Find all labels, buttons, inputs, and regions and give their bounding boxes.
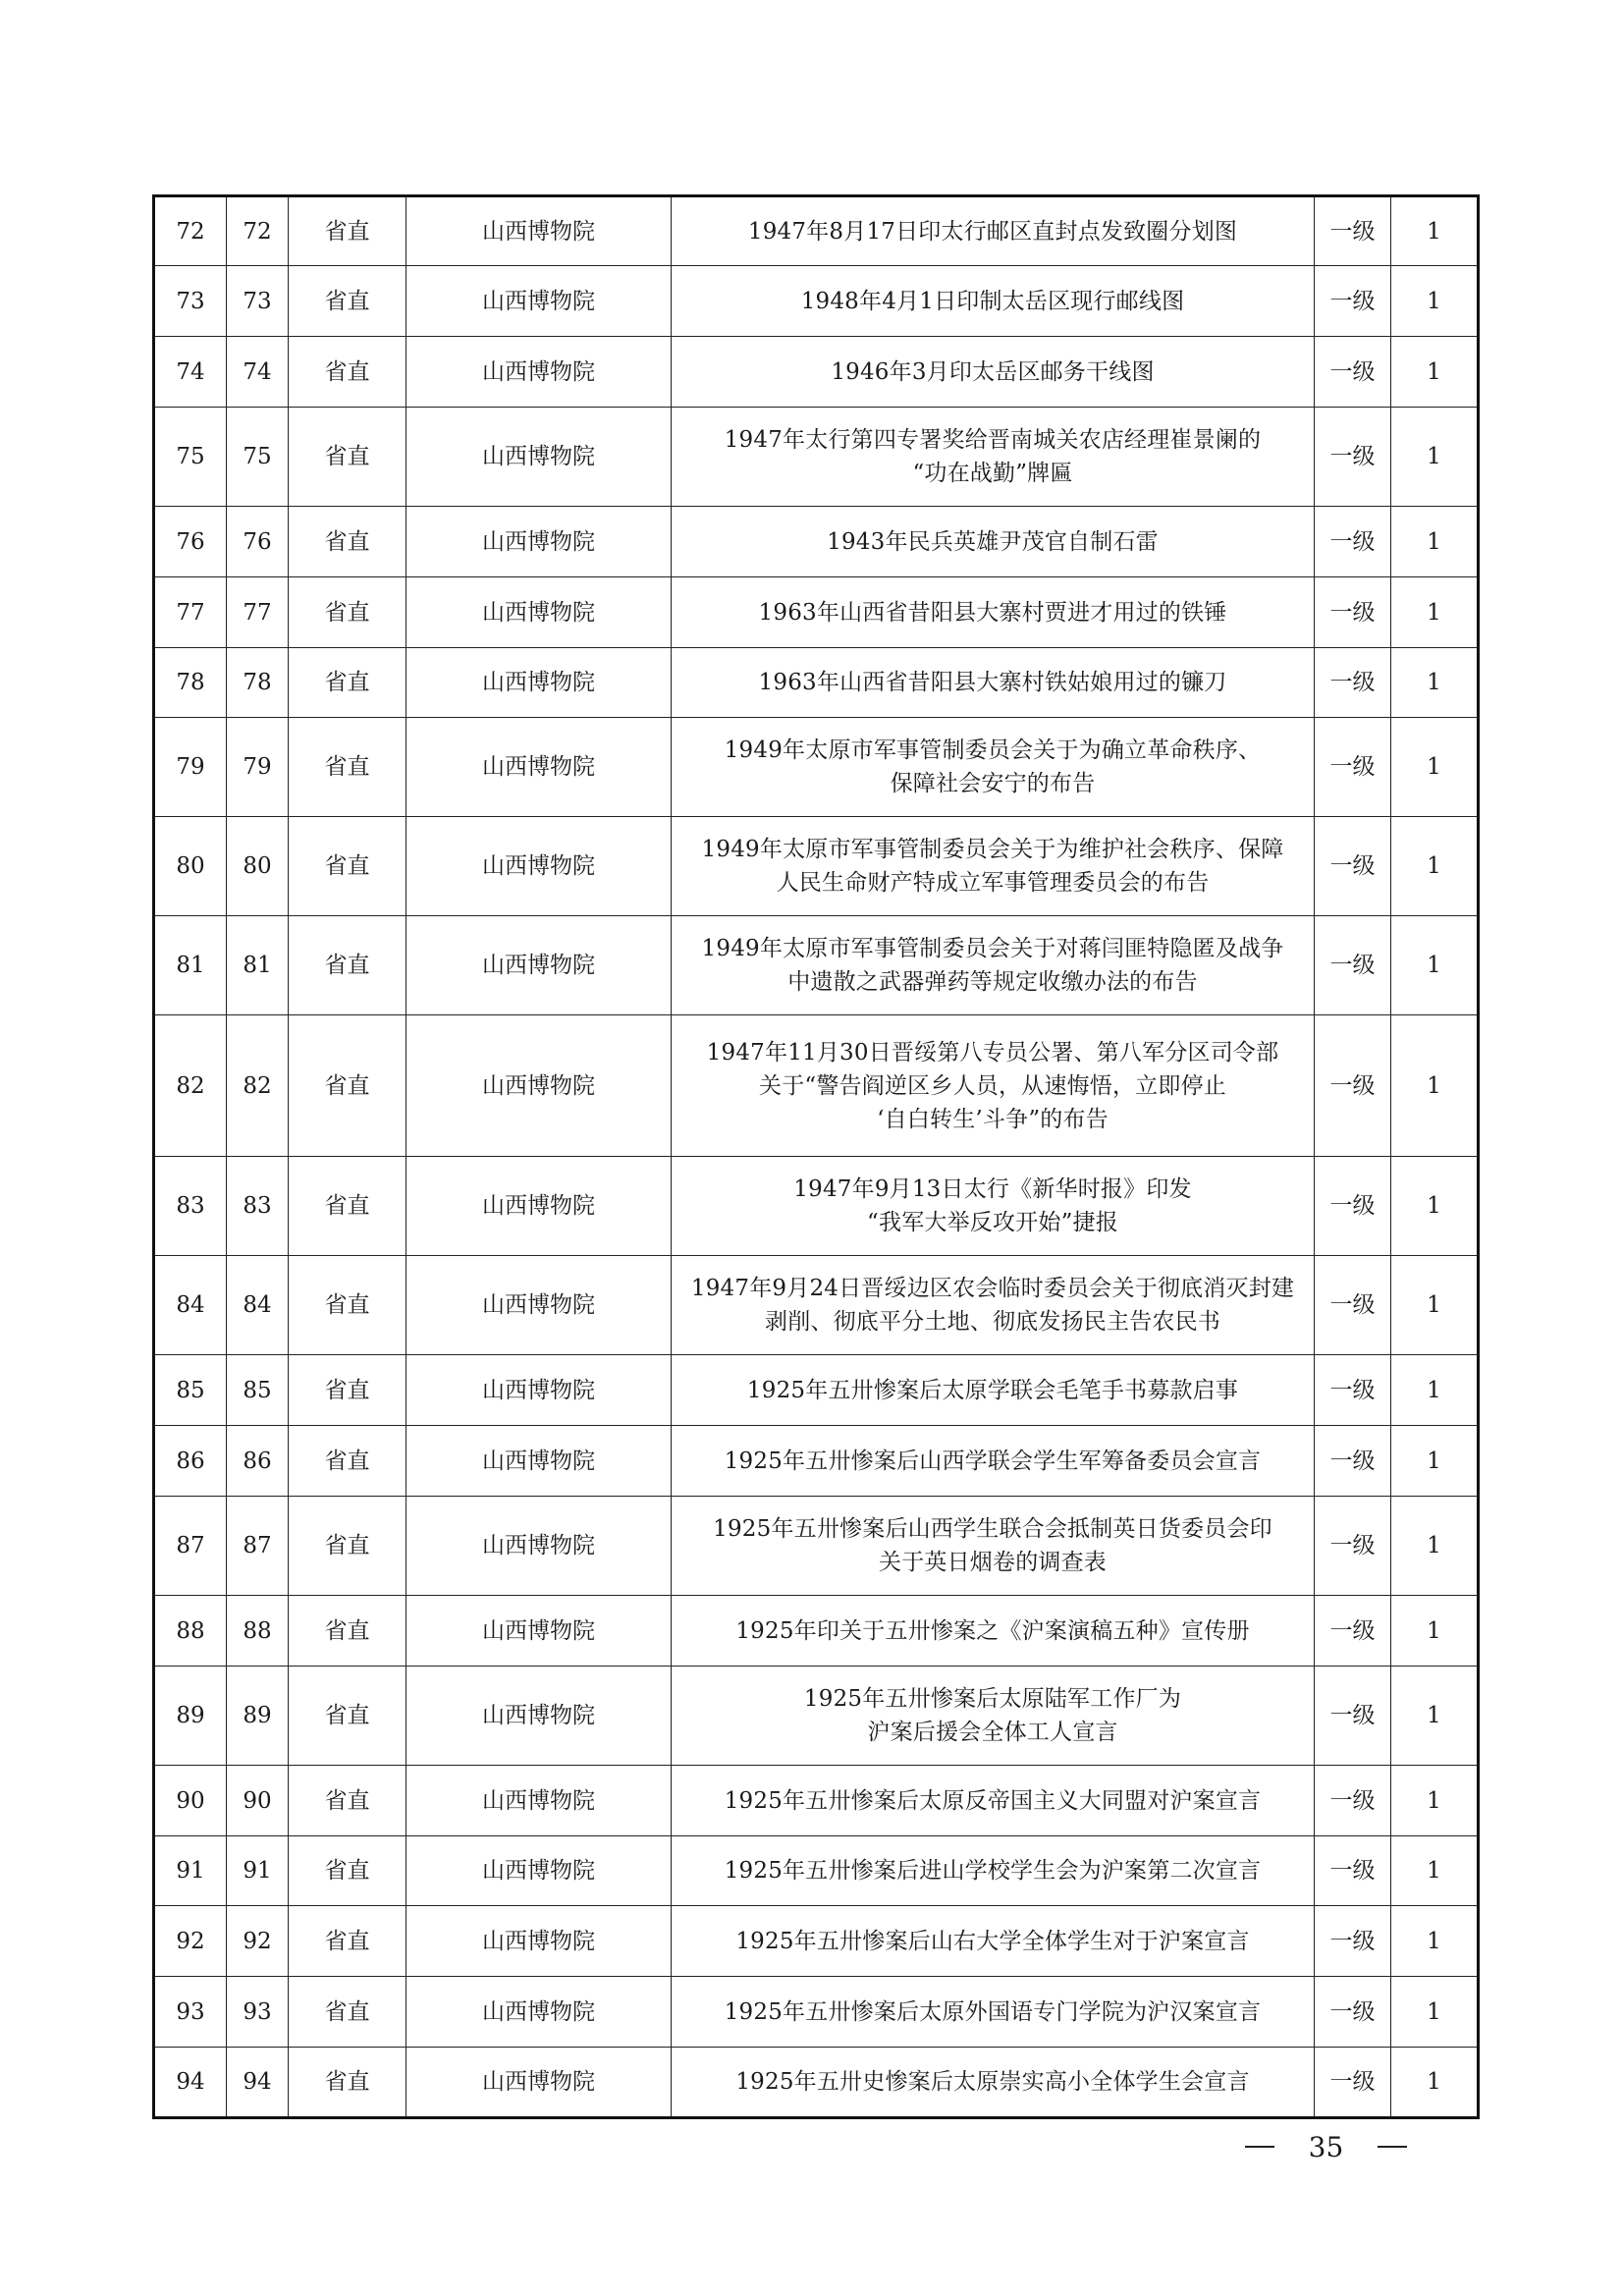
cell-seq: 83 bbox=[154, 1157, 227, 1256]
cell-grade: 一级 bbox=[1315, 1906, 1391, 1977]
table-row bbox=[154, 1766, 1479, 1836]
cell-seq: 72 bbox=[154, 196, 227, 266]
cell-seq: 89 bbox=[154, 1667, 227, 1766]
cell-qty: 1 bbox=[1391, 2048, 1479, 2118]
cell-name bbox=[672, 196, 1315, 266]
cell-level: 省直 bbox=[289, 1256, 406, 1355]
cell-name bbox=[672, 2048, 1315, 2118]
cell-name bbox=[672, 1667, 1315, 1766]
cell-name-line: 1946年3月印太岳区邮务干线图 bbox=[831, 358, 1155, 385]
cell-grade: 一级 bbox=[1315, 648, 1391, 718]
cell-level: 省直 bbox=[289, 648, 406, 718]
cell-name bbox=[672, 817, 1315, 916]
cell-name-line: 1925年五卅惨案后山西学生联合会抵制英日货委员会印 bbox=[713, 1516, 1272, 1542]
cell-grade: 一级 bbox=[1315, 266, 1391, 337]
cell-grade: 一级 bbox=[1315, 916, 1391, 1015]
table-row bbox=[154, 718, 1479, 817]
cell-level: 省直 bbox=[289, 507, 406, 577]
page-number: 35 bbox=[1308, 2130, 1344, 2163]
cell-grade: 一级 bbox=[1315, 1157, 1391, 1256]
cell-qty: 1 bbox=[1391, 196, 1479, 266]
cell-grade: 一级 bbox=[1315, 507, 1391, 577]
cell-no: 73 bbox=[227, 266, 289, 337]
cell-grade: 一级 bbox=[1315, 817, 1391, 916]
cell-qty: 1 bbox=[1391, 266, 1479, 337]
cell-unit: 山西博物院 bbox=[406, 1836, 672, 1906]
cell-qty: 1 bbox=[1391, 916, 1479, 1015]
table-row bbox=[154, 1426, 1479, 1497]
cell-level: 省直 bbox=[289, 2048, 406, 2118]
cell-no: 93 bbox=[227, 1977, 289, 2048]
cell-level: 省直 bbox=[289, 1355, 406, 1426]
cell-name bbox=[672, 1836, 1315, 1906]
cell-grade: 一级 bbox=[1315, 1667, 1391, 1766]
cell-seq: 88 bbox=[154, 1596, 227, 1667]
cell-grade: 一级 bbox=[1315, 337, 1391, 408]
cell-no: 79 bbox=[227, 718, 289, 817]
cell-level: 省直 bbox=[289, 1157, 406, 1256]
cell-name-line: 剥削、彻底平分土地、彻底发扬民主告农民书 bbox=[765, 1309, 1220, 1335]
cell-unit: 山西博物院 bbox=[406, 916, 672, 1015]
cell-no: 84 bbox=[227, 1256, 289, 1355]
cell-unit: 山西博物院 bbox=[406, 1157, 672, 1256]
table-row bbox=[154, 1906, 1479, 1977]
cell-seq: 90 bbox=[154, 1766, 227, 1836]
cell-name bbox=[672, 266, 1315, 337]
cell-name-line: “我军大举反攻开始”捷报 bbox=[867, 1210, 1118, 1235]
table-row bbox=[154, 507, 1479, 577]
cell-grade: 一级 bbox=[1315, 577, 1391, 648]
cell-name-line: 1949年太原市军事管制委员会关于对蒋闫匪特隐匿及战争 bbox=[701, 936, 1284, 961]
cell-seq: 86 bbox=[154, 1426, 227, 1497]
footer-dash-left bbox=[1245, 2146, 1274, 2148]
cell-level: 省直 bbox=[289, 718, 406, 817]
cell-name-line: “功在战勤”牌匾 bbox=[912, 461, 1073, 486]
cell-unit: 山西博物院 bbox=[406, 1355, 672, 1426]
table-row bbox=[154, 1015, 1479, 1157]
cell-qty: 1 bbox=[1391, 1355, 1479, 1426]
table-row bbox=[154, 648, 1479, 718]
cell-name bbox=[672, 718, 1315, 817]
table-row bbox=[154, 196, 1479, 266]
cell-no: 81 bbox=[227, 916, 289, 1015]
cell-grade: 一级 bbox=[1315, 1766, 1391, 1836]
cell-grade: 一级 bbox=[1315, 718, 1391, 817]
cell-seq: 85 bbox=[154, 1355, 227, 1426]
cell-qty: 1 bbox=[1391, 648, 1479, 718]
cell-qty: 1 bbox=[1391, 1426, 1479, 1497]
cell-unit: 山西博物院 bbox=[406, 1015, 672, 1157]
cell-name-line: 1925年五卅惨案后太原外国语专门学院为沪汉案宣言 bbox=[724, 1998, 1262, 2025]
table-row bbox=[154, 266, 1479, 337]
cell-name bbox=[672, 1766, 1315, 1836]
cell-grade: 一级 bbox=[1315, 2048, 1391, 2118]
cell-no: 74 bbox=[227, 337, 289, 408]
cell-grade: 一级 bbox=[1315, 1355, 1391, 1426]
cell-level: 省直 bbox=[289, 266, 406, 337]
cell-unit: 山西博物院 bbox=[406, 1426, 672, 1497]
cell-grade: 一级 bbox=[1315, 1497, 1391, 1596]
cell-name-line: ‘自白转生’斗争”的布告 bbox=[877, 1106, 1109, 1132]
cell-qty: 1 bbox=[1391, 1256, 1479, 1355]
cell-unit: 山西博物院 bbox=[406, 408, 672, 507]
cell-unit: 山西博物院 bbox=[406, 1497, 672, 1596]
cell-qty: 1 bbox=[1391, 1906, 1479, 1977]
cell-name bbox=[672, 337, 1315, 408]
table-row bbox=[154, 337, 1479, 408]
table-row bbox=[154, 1355, 1479, 1426]
cell-unit: 山西博物院 bbox=[406, 1667, 672, 1766]
cell-no: 90 bbox=[227, 1766, 289, 1836]
cell-seq: 87 bbox=[154, 1497, 227, 1596]
cell-unit: 山西博物院 bbox=[406, 718, 672, 817]
footer-dash-right bbox=[1378, 2146, 1407, 2148]
cell-level: 省直 bbox=[289, 1836, 406, 1906]
cell-name-line: 1925年五卅史惨案后太原崇实高小全体学生会宣言 bbox=[735, 2069, 1250, 2095]
cell-unit: 山西博物院 bbox=[406, 2048, 672, 2118]
cell-unit: 山西博物院 bbox=[406, 266, 672, 337]
cell-name-line: 1925年五卅惨案后太原学联会毛笔手书募款启事 bbox=[746, 1377, 1239, 1403]
cell-grade: 一级 bbox=[1315, 1836, 1391, 1906]
cell-qty: 1 bbox=[1391, 1977, 1479, 2048]
cell-name-line: 1925年五卅惨案后山西学联会学生军筹备委员会宣言 bbox=[724, 1448, 1262, 1474]
cell-unit: 山西博物院 bbox=[406, 1977, 672, 2048]
cell-no: 77 bbox=[227, 577, 289, 648]
cell-name-line: 1963年山西省昔阳县大寨村铁姑娘用过的镰刀 bbox=[758, 670, 1227, 695]
cell-no: 82 bbox=[227, 1015, 289, 1157]
cell-level: 省直 bbox=[289, 1766, 406, 1836]
cell-level: 省直 bbox=[289, 408, 406, 507]
cell-seq: 77 bbox=[154, 577, 227, 648]
cell-grade: 一级 bbox=[1315, 408, 1391, 507]
cell-seq: 84 bbox=[154, 1256, 227, 1355]
cell-name-line: 1949年太原市军事管制委员会关于为维护社会秩序、保障 bbox=[701, 837, 1284, 862]
cell-name bbox=[672, 1256, 1315, 1355]
cell-no: 85 bbox=[227, 1355, 289, 1426]
cell-name-line: 1943年民兵英雄尹茂官自制石雷 bbox=[827, 528, 1159, 555]
cell-grade: 一级 bbox=[1315, 1426, 1391, 1497]
cell-level: 省直 bbox=[289, 916, 406, 1015]
cell-seq: 82 bbox=[154, 1015, 227, 1157]
cell-seq: 92 bbox=[154, 1906, 227, 1977]
cell-seq: 80 bbox=[154, 817, 227, 916]
cell-grade: 一级 bbox=[1315, 1015, 1391, 1157]
cell-name-line: 1947年9月24日晋绥边区农会临时委员会关于彻底消灭封建 bbox=[690, 1276, 1295, 1301]
cell-level: 省直 bbox=[289, 577, 406, 648]
table-row bbox=[154, 1977, 1479, 2048]
cell-no: 75 bbox=[227, 408, 289, 507]
cell-qty: 1 bbox=[1391, 408, 1479, 507]
cell-no: 83 bbox=[227, 1157, 289, 1256]
cell-level: 省直 bbox=[289, 1497, 406, 1596]
cell-seq: 81 bbox=[154, 916, 227, 1015]
table-row bbox=[154, 817, 1479, 916]
cell-no: 94 bbox=[227, 2048, 289, 2118]
cell-name-line: 1947年11月30日晋绥第八专员公署、第八军分区司令部 bbox=[706, 1039, 1279, 1066]
cell-level: 省直 bbox=[289, 337, 406, 408]
cell-level: 省直 bbox=[289, 1667, 406, 1766]
cell-grade: 一级 bbox=[1315, 1256, 1391, 1355]
cell-unit: 山西博物院 bbox=[406, 1256, 672, 1355]
cell-name-line: 关于“警告阎逆区乡人员，从速悔悟，立即停止 bbox=[759, 1072, 1226, 1099]
cell-seq: 76 bbox=[154, 507, 227, 577]
cell-level: 省直 bbox=[289, 817, 406, 916]
cell-name-line: 1925年五卅惨案后太原陆军工作厂为 bbox=[803, 1686, 1182, 1712]
cell-unit: 山西博物院 bbox=[406, 1906, 672, 1977]
cell-name-line: 1947年9月13日太行《新华时报》印发 bbox=[793, 1176, 1192, 1202]
cell-name-line: 1925年五卅惨案后进山学校学生会为沪案第二次宣言 bbox=[724, 1858, 1262, 1884]
cell-unit: 山西博物院 bbox=[406, 1766, 672, 1836]
cell-name-line: 1947年8月17日印太行邮区直封点发致圈分划图 bbox=[747, 218, 1238, 245]
table-row bbox=[154, 1836, 1479, 1906]
table-row bbox=[154, 1596, 1479, 1667]
cell-no: 88 bbox=[227, 1596, 289, 1667]
cell-qty: 1 bbox=[1391, 1157, 1479, 1256]
page-footer bbox=[1245, 2127, 1407, 2166]
cell-name bbox=[672, 1906, 1315, 1977]
cell-level: 省直 bbox=[289, 1977, 406, 2048]
table-row bbox=[154, 916, 1479, 1015]
cell-unit: 山西博物院 bbox=[406, 507, 672, 577]
cell-qty: 1 bbox=[1391, 1836, 1479, 1906]
cell-qty: 1 bbox=[1391, 1766, 1479, 1836]
cell-seq: 75 bbox=[154, 408, 227, 507]
cell-name bbox=[672, 408, 1315, 507]
cell-no: 86 bbox=[227, 1426, 289, 1497]
cell-qty: 1 bbox=[1391, 337, 1479, 408]
cell-name-line: 1949年太原市军事管制委员会关于为确立革命秩序、 bbox=[724, 738, 1262, 763]
cell-seq: 94 bbox=[154, 2048, 227, 2118]
cell-level: 省直 bbox=[289, 1596, 406, 1667]
cell-name-line: 1925年五卅惨案后山右大学全体学生对于沪案宣言 bbox=[735, 1928, 1250, 1954]
cell-seq: 74 bbox=[154, 337, 227, 408]
cell-grade: 一级 bbox=[1315, 1977, 1391, 2048]
cell-name-line: 1948年4月1日印制太岳区现行邮线图 bbox=[800, 288, 1185, 314]
cell-level: 省直 bbox=[289, 1906, 406, 1977]
cell-name bbox=[672, 1157, 1315, 1256]
cell-qty: 1 bbox=[1391, 1596, 1479, 1667]
cell-qty: 1 bbox=[1391, 1497, 1479, 1596]
cell-unit: 山西博物院 bbox=[406, 337, 672, 408]
table-row bbox=[154, 1256, 1479, 1355]
cell-no: 91 bbox=[227, 1836, 289, 1906]
table-row bbox=[154, 1667, 1479, 1766]
cell-unit: 山西博物院 bbox=[406, 196, 672, 266]
cell-no: 72 bbox=[227, 196, 289, 266]
cell-qty: 1 bbox=[1391, 1667, 1479, 1766]
cell-level: 省直 bbox=[289, 196, 406, 266]
cell-name-line: 中遗散之武器弹药等规定收缴办法的布告 bbox=[787, 969, 1198, 995]
cell-grade: 一级 bbox=[1315, 196, 1391, 266]
cell-unit: 山西博物院 bbox=[406, 817, 672, 916]
cell-name bbox=[672, 577, 1315, 648]
cell-name bbox=[672, 1015, 1315, 1157]
cell-name-line: 沪案后援会全体工人宣言 bbox=[867, 1720, 1118, 1745]
cell-name bbox=[672, 1355, 1315, 1426]
cell-name-line: 1925年五卅惨案后太原反帝国主义大同盟对沪案宣言 bbox=[724, 1787, 1262, 1814]
cell-name bbox=[672, 916, 1315, 1015]
cell-name bbox=[672, 1426, 1315, 1497]
table-row bbox=[154, 408, 1479, 507]
cell-no: 76 bbox=[227, 507, 289, 577]
cell-name bbox=[672, 1497, 1315, 1596]
cell-unit: 山西博物院 bbox=[406, 577, 672, 648]
cell-seq: 93 bbox=[154, 1977, 227, 2048]
cell-seq: 79 bbox=[154, 718, 227, 817]
cell-qty: 1 bbox=[1391, 718, 1479, 817]
cell-seq: 73 bbox=[154, 266, 227, 337]
cell-no: 87 bbox=[227, 1497, 289, 1596]
table-body bbox=[154, 196, 1479, 2118]
cell-qty: 1 bbox=[1391, 1015, 1479, 1157]
cell-name bbox=[672, 1596, 1315, 1667]
cell-unit: 山西博物院 bbox=[406, 1596, 672, 1667]
table-row bbox=[154, 2048, 1479, 2118]
cell-name-line: 1947年太行第四专署奖给晋南城关农店经理崔景阑的 bbox=[724, 427, 1262, 453]
cell-level: 省直 bbox=[289, 1426, 406, 1497]
cell-no: 80 bbox=[227, 817, 289, 916]
cell-qty: 1 bbox=[1391, 817, 1479, 916]
cell-qty: 1 bbox=[1391, 577, 1479, 648]
cell-name-line: 1963年山西省昔阳县大寨村贾进才用过的铁锤 bbox=[758, 599, 1227, 626]
cell-name-line: 人民生命财产特成立军事管理委员会的布告 bbox=[776, 870, 1210, 896]
cell-name-line: 1925年印关于五卅惨案之《沪案演稿五种》宣传册 bbox=[735, 1617, 1250, 1644]
cell-name-line: 关于英日烟卷的调查表 bbox=[879, 1550, 1107, 1575]
cell-no: 78 bbox=[227, 648, 289, 718]
cell-level: 省直 bbox=[289, 1015, 406, 1157]
relics-table bbox=[152, 194, 1480, 2119]
cell-seq: 91 bbox=[154, 1836, 227, 1906]
table-row bbox=[154, 1157, 1479, 1256]
cell-no: 89 bbox=[227, 1667, 289, 1766]
table-row bbox=[154, 577, 1479, 648]
cell-qty: 1 bbox=[1391, 507, 1479, 577]
cell-name bbox=[672, 648, 1315, 718]
cell-name bbox=[672, 1977, 1315, 2048]
cell-name-line: 保障社会安宁的布告 bbox=[890, 771, 1096, 796]
cell-grade: 一级 bbox=[1315, 1596, 1391, 1667]
cell-unit: 山西博物院 bbox=[406, 648, 672, 718]
cell-no: 92 bbox=[227, 1906, 289, 1977]
cell-name bbox=[672, 507, 1315, 577]
cell-seq: 78 bbox=[154, 648, 227, 718]
table-row bbox=[154, 1497, 1479, 1596]
